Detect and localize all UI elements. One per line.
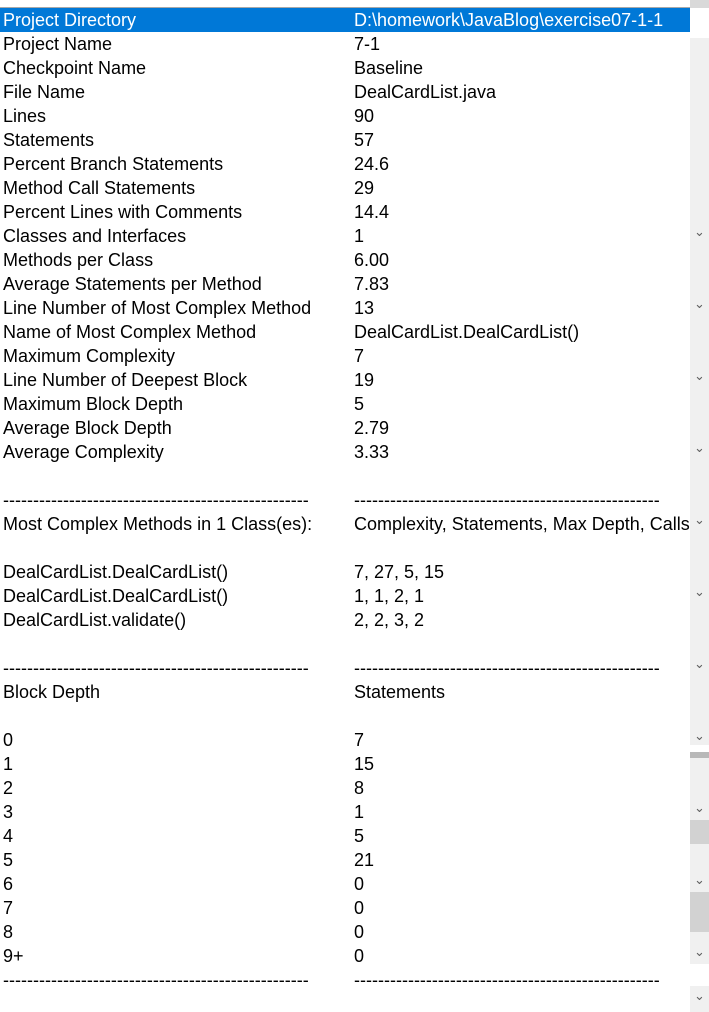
dropdown-cell (690, 745, 709, 752)
metric-row-label: Methods per Class (3, 250, 154, 270)
depth-row-value: 0 (354, 946, 365, 966)
metric-row-value: Baseline (354, 58, 424, 78)
metric-row[interactable] (0, 224, 690, 248)
method-row-value: 2, 2, 3, 2 (354, 610, 425, 630)
methods-header-row-value: Complexity, Statements, Max Depth, Calls (354, 514, 690, 534)
depth-row[interactable] (0, 800, 690, 824)
metric-row[interactable] (0, 80, 690, 104)
metric-row-label: File Name (3, 82, 86, 102)
depth-row[interactable] (0, 872, 690, 896)
depth-row-label: 8 (3, 922, 14, 942)
depth-row-value: 0 (354, 874, 365, 894)
metric-row[interactable] (0, 56, 690, 80)
methods-header-row (0, 512, 690, 536)
dropdown-cell (690, 0, 709, 8)
separator-row-label: --------------------------------------------------- (3, 658, 309, 678)
metric-row-label: Line Number of Most Complex Method (3, 298, 312, 318)
metric-row-value: 24.6 (354, 154, 390, 174)
metric-row-label: Name of Most Complex Method (3, 322, 257, 342)
metric-row[interactable] (0, 392, 690, 416)
metric-row-value: 90 (354, 106, 375, 126)
depth-row-label: 2 (3, 778, 14, 798)
metric-row-label: Percent Lines with Comments (3, 202, 243, 222)
method-row-value: 7, 27, 5, 15 (354, 562, 445, 582)
metric-row-value: 7 (354, 346, 365, 366)
chevron-down-icon[interactable]: ⌄ (694, 988, 705, 1003)
method-row-label: DealCardList.DealCardList() (3, 562, 229, 582)
separator-row-value: --------------------------------------------------- (354, 658, 660, 678)
chevron-down-icon[interactable]: ⌄ (694, 584, 705, 599)
depth-row-label: 5 (3, 850, 14, 870)
depth-row-label: 6 (3, 874, 14, 894)
depth-row-value: 5 (354, 826, 365, 846)
depth-header-row (0, 680, 690, 704)
chevron-down-icon[interactable]: ⌄ (694, 656, 705, 671)
metric-row-label: Method Call Statements (3, 178, 196, 198)
metric-row-value: 2.79 (354, 418, 390, 438)
chevron-down-icon[interactable]: ⌄ (694, 368, 705, 383)
metric-row-label: Percent Branch Statements (3, 154, 224, 174)
depth-row-label: 1 (3, 754, 14, 774)
method-row-label: DealCardList.DealCardList() (3, 586, 229, 606)
dropdown-cell (690, 892, 709, 932)
depth-row-value: 8 (354, 778, 365, 798)
depth-header-row-value: Statements (354, 682, 446, 702)
chevron-down-icon[interactable]: ⌄ (694, 512, 705, 527)
dropdown-cell (690, 752, 709, 758)
dropdown-cell (690, 8, 709, 38)
separator-row-label: --------------------------------------------------- (3, 490, 309, 510)
metric-row-value: 7-1 (354, 34, 381, 54)
depth-row[interactable] (0, 728, 690, 752)
metric-row-label: Average Statements per Method (3, 274, 262, 294)
metric-row-label: Checkpoint Name (3, 58, 147, 78)
depth-row[interactable] (0, 920, 690, 944)
method-row-label: DealCardList.validate() (3, 610, 187, 630)
methods-header-row-label: Most Complex Methods in 1 Class(es): (3, 514, 313, 534)
metric-row-value: 19 (354, 370, 375, 390)
method-row[interactable] (0, 584, 690, 608)
metric-row-value: 29 (354, 178, 375, 198)
metric-row[interactable] (0, 32, 690, 56)
metric-row[interactable] (0, 104, 690, 128)
metric-row-value: 7.83 (354, 274, 390, 294)
depth-row-label: 7 (3, 898, 14, 918)
method-row[interactable] (0, 608, 690, 632)
adjacent-dropdown-column (690, 0, 709, 1012)
metric-row[interactable] (0, 416, 690, 440)
depth-row[interactable] (0, 944, 690, 968)
chevron-down-icon[interactable]: ⌄ (694, 296, 705, 311)
depth-row[interactable] (0, 824, 690, 848)
depth-row-label: 4 (3, 826, 14, 846)
dropdown-cell (690, 964, 709, 986)
metric-row-label: Project Name (3, 34, 113, 54)
metric-row[interactable] (0, 344, 690, 368)
depth-row-value: 7 (354, 730, 365, 750)
metric-row-label: Maximum Complexity (3, 346, 176, 366)
metric-row-label: Line Number of Deepest Block (3, 370, 248, 390)
separator-row-label: --------------------------------------------------- (3, 970, 309, 990)
metric-row[interactable] (0, 296, 690, 320)
chevron-down-icon[interactable]: ⌄ (694, 800, 705, 815)
metric-row-label: Project Directory (3, 10, 137, 30)
separator-row (0, 968, 690, 992)
chevron-down-icon[interactable]: ⌄ (694, 224, 705, 239)
metric-row[interactable] (0, 200, 690, 224)
metric-row-label: Classes and Interfaces (3, 226, 187, 246)
chevron-down-icon[interactable]: ⌄ (694, 728, 705, 743)
metric-row-value: 14.4 (354, 202, 390, 222)
depth-row-value: 21 (354, 850, 375, 870)
metric-row[interactable] (0, 8, 690, 32)
separator-row-value: --------------------------------------------------- (354, 490, 660, 510)
metric-row-label: Lines (3, 106, 47, 126)
separator-row (0, 656, 690, 680)
metric-row-value: DealCardList.java (354, 82, 497, 102)
chevron-down-icon[interactable]: ⌄ (694, 872, 705, 887)
metric-row-label: Maximum Block Depth (3, 394, 184, 414)
depth-row-label: 9+ (3, 946, 24, 966)
depth-row-label: 3 (3, 802, 14, 822)
metric-row-value: 13 (354, 298, 375, 318)
metric-row-value: DealCardList.DealCardList() (354, 322, 580, 342)
top-border (0, 0, 690, 8)
depth-row-value: 0 (354, 922, 365, 942)
metric-row-label: Average Complexity (3, 442, 164, 462)
dropdown-cell (690, 820, 709, 844)
metric-row[interactable] (0, 440, 690, 464)
depth-row[interactable] (0, 848, 690, 872)
metric-row-value: 3.33 (354, 442, 390, 462)
metric-row[interactable] (0, 272, 690, 296)
depth-row-value: 1 (354, 802, 365, 822)
separator-row (0, 488, 690, 512)
depth-row[interactable] (0, 896, 690, 920)
separator-row-value: --------------------------------------------------- (354, 970, 660, 990)
chevron-down-icon[interactable]: ⌄ (694, 944, 705, 959)
depth-row-label: 0 (3, 730, 14, 750)
depth-row-value: 15 (354, 754, 375, 774)
chevron-down-icon[interactable]: ⌄ (694, 440, 705, 455)
metric-row-value: 5 (354, 394, 365, 414)
metric-row-value: 1 (354, 226, 365, 246)
metric-row[interactable] (0, 128, 690, 152)
depth-header-row-label: Block Depth (3, 682, 101, 702)
depth-row-value: 0 (354, 898, 365, 918)
metric-row-value: D:\homework\JavaBlog\exercise07-1-1 (354, 10, 664, 30)
metric-row-value: 6.00 (354, 250, 390, 270)
metric-row[interactable] (0, 176, 690, 200)
metric-row[interactable] (0, 248, 690, 272)
metric-row-value: 57 (354, 130, 375, 150)
depth-row[interactable] (0, 752, 690, 776)
metric-row-label: Statements (3, 130, 95, 150)
metric-row[interactable] (0, 368, 690, 392)
metric-row-label: Average Block Depth (3, 418, 172, 438)
method-row[interactable] (0, 560, 690, 584)
method-row-value: 1, 1, 2, 1 (354, 586, 425, 606)
metric-row[interactable] (0, 320, 690, 344)
depth-row[interactable] (0, 776, 690, 800)
metric-row[interactable] (0, 152, 690, 176)
